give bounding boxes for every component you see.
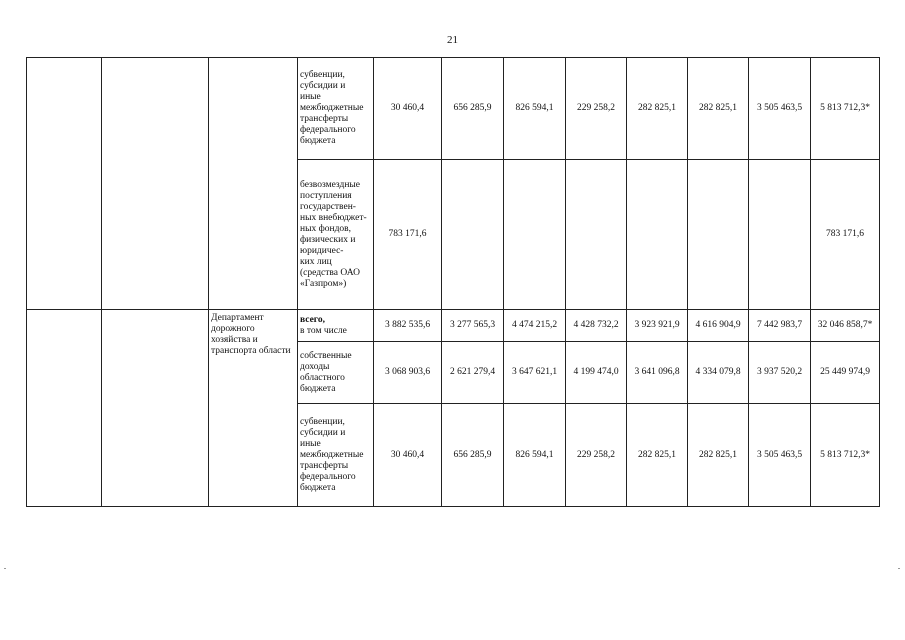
empty-cell xyxy=(209,58,298,310)
amount-cell: 7 442 983,7 xyxy=(749,310,811,342)
amount-cell: 3 647 621,1 xyxy=(504,342,566,404)
amount-cell: 3 505 463,5 xyxy=(749,58,811,160)
amount-cell: 5 813 712,3* xyxy=(811,58,880,160)
amount-cell: 656 285,9 xyxy=(442,58,504,160)
funding-source-cell: безвозмездные поступления государствен- ных внебюджет- ных фондов, физических и юридичес- ких лиц (средства ОАО «Газпром») xyxy=(298,160,374,310)
scan-mark-right xyxy=(898,568,900,569)
amount-cell: 4 616 904,9 xyxy=(688,310,749,342)
amount-cell: 282 825,1 xyxy=(688,58,749,160)
amount-cell: 30 460,4 xyxy=(374,404,442,507)
amount-cell: 3 505 463,5 xyxy=(749,404,811,507)
funding-source-cell: всего, в том числе xyxy=(298,310,374,342)
amount-cell: 656 285,9 xyxy=(442,404,504,507)
amount-cell: 2 621 279,4 xyxy=(442,342,504,404)
amount-cell: 3 068 903,6 xyxy=(374,342,442,404)
amount-cell: 826 594,1 xyxy=(504,58,566,160)
budget-table xyxy=(26,57,880,507)
amount-cell: 783 171,6 xyxy=(811,160,880,310)
amount-cell: 282 825,1 xyxy=(688,404,749,507)
amount-cell: 3 277 565,3 xyxy=(442,310,504,342)
funding-source-cell: собственные доходы областного бюджета xyxy=(298,342,374,404)
page-number: 21 xyxy=(447,34,458,46)
amount-cell: 229 258,2 xyxy=(566,404,627,507)
funding-source-cell: субвенции, субсидии и иные межбюджетные трансферты федерального бюджета xyxy=(298,58,374,160)
amount-cell xyxy=(688,160,749,310)
amount-cell: 32 046 858,7* xyxy=(811,310,880,342)
amount-cell: 783 171,6 xyxy=(374,160,442,310)
amount-cell xyxy=(566,160,627,310)
amount-cell: 3 882 535,6 xyxy=(374,310,442,342)
amount-cell: 30 460,4 xyxy=(374,58,442,160)
amount-cell: 229 258,2 xyxy=(566,58,627,160)
table-row xyxy=(27,58,880,160)
amount-cell: 3 641 096,8 xyxy=(627,342,688,404)
empty-cell xyxy=(102,310,209,507)
amount-cell: 3 937 520,2 xyxy=(749,342,811,404)
amount-cell: 4 199 474,0 xyxy=(566,342,627,404)
amount-cell xyxy=(627,160,688,310)
amount-cell: 4 334 079,8 xyxy=(688,342,749,404)
department-cell: Департамент дорожного хозяйства и транспорта области xyxy=(209,310,298,507)
amount-cell: 25 449 974,9 xyxy=(811,342,880,404)
table-row xyxy=(27,310,880,342)
amount-cell xyxy=(442,160,504,310)
amount-cell: 4 428 732,2 xyxy=(566,310,627,342)
empty-cell xyxy=(27,58,102,310)
amount-cell: 3 923 921,9 xyxy=(627,310,688,342)
amount-cell: 282 825,1 xyxy=(627,404,688,507)
amount-cell: 5 813 712,3* xyxy=(811,404,880,507)
amount-cell xyxy=(749,160,811,310)
amount-cell: 282 825,1 xyxy=(627,58,688,160)
amount-cell: 826 594,1 xyxy=(504,404,566,507)
empty-cell xyxy=(102,58,209,310)
funding-source-cell: субвенции, субсидии и иные межбюджетные трансферты федерального бюджета xyxy=(298,404,374,507)
amount-cell: 4 474 215,2 xyxy=(504,310,566,342)
scan-mark-left xyxy=(4,568,6,569)
empty-cell xyxy=(27,310,102,507)
amount-cell xyxy=(504,160,566,310)
